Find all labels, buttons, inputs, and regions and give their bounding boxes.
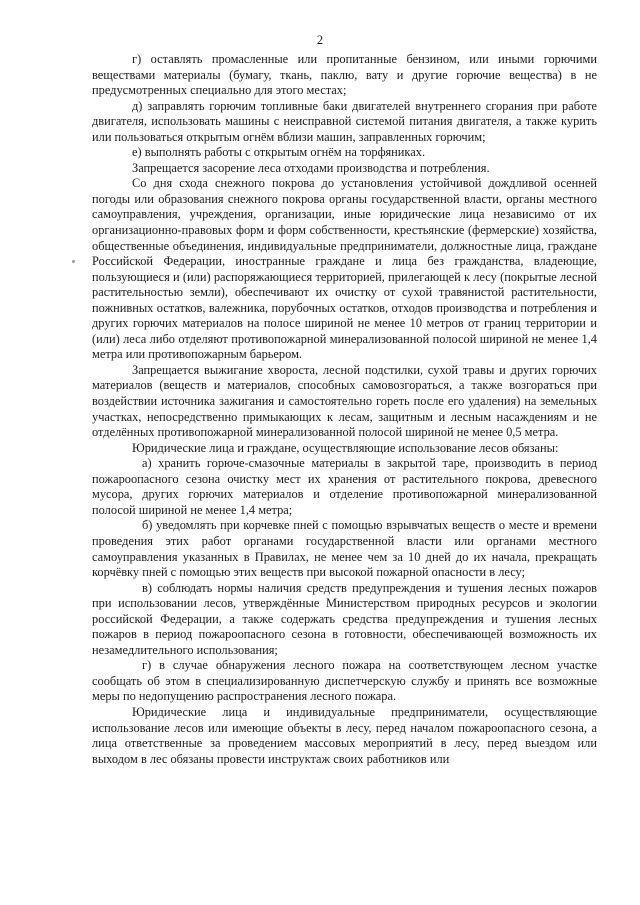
paragraph-g-report-fire: г) в случае обнаружения лесного пожара на соответствующем лесном участке сообщать об этом в специализированную диспетчерскую службу и принять все возможные меры по недопущению распространения лесного пожара. (92, 658, 597, 704)
paragraph-burning-ban: Запрещается выжигание хвороста, лесной подстилки, сухой травы и других горючих материалов (веществ и материалов, способных самовозгораться, а также возгораться при воздействии источника зажигания и самостоятельно гореть после его удаления) на земельных участках, непосредственно примыкающих к лесам, защитным и лесным насаждениям и не отделённых противопожарной минерализованной полосой шириной не менее 0,5 метра. (92, 362, 597, 440)
paragraph-v-norms: в) соблюдать нормы наличия средств предупреждения и тушения лесных пожаров при использовании лесов, утверждённые Министерством природных ресурсов и экологии российской Федерации, а также содержать средства предупреждения и тушения лесных пожаров в период пожароопасного сезона в готовности, обеспечивающей возможность их незамедлительного использования; (92, 580, 597, 657)
paragraph-obligations-intro: Юридические лица и граждане, осуществляющие использование лесов обязаны: (132, 440, 559, 455)
paragraph-e-peat: е) выполнять работы с открытым огнём на торфяниках. (132, 145, 426, 160)
paragraph-d-refuel: д) заправлять горючим топливные баки двигателей внутреннего сгорания при работе двигателя, использовать машины с неисправной системой питания двигателя, а также курить или пользоваться открытым огнём вблизи машин, заправленных горючим; (92, 98, 597, 144)
paragraph-g-oily-materials: г) оставлять промасленные или пропитанные бензином, или иными горючими веществами материалы (бумагу, ткань, паклю, вату и другие горючие вещества) в не предусмотренных специально для этого местах; (92, 52, 597, 98)
document-body (92, 52, 597, 767)
paragraph-a-store-fuel: а) хранить горюче-смазочные материалы в закрытой таре, производить в период пожароопасного сезона очистку мест их хранения от растительного покрова, древесного мусора, других горючих материалов и отделение противопожарной минерализованной полосой шириной не менее 1,4 метра; (92, 456, 597, 517)
paragraph-snow-period: Со дня схода снежного покрова до установления устойчивой дождливой осенней погоды или образования снежного покрова органы государственной власти, органы местного самоуправления, учреждения, организации, иные юридические лица независимо от их организационно-правовых форм и форм собственности, крестьянские (фермерские) хозяйства, общественные объединения, индивидуальные предприниматели, должностные лица, граждане Российской Федерации, иностранные граждане и лица без гражданства, владеющие, пользующиеся и (или) распоряжающиеся территорией, прилегающей к лесу (покрытые лесной растительностью земли), обеспечивают их очистку от сухой травянистой растительности, пожнивных остатков, валежника, порубочных остатков, отходов производства и потребления и других горючих материалов на полосе шириной не менее 10 метров от границ территории и (или) леса либо отделяют противопожарной минерализованной полосой шириной не менее 1,4 метра или противопожарным барьером. (92, 176, 597, 362)
paragraph-waste-ban: Запрещается засорение леса отходами производства и потребления. (132, 160, 490, 175)
scan-mark (72, 260, 75, 263)
paragraph-b-notify-stumps: б) уведомлять при корчевке пней с помощью взрывчатых веществ о месте и времени проведения этих работ органами государственной власти или органами местного самоуправления указанных в Правилах, не менее чем за 10 дней до их начала, прекращать корчёвку пней с помощью этих веществ при высокой пожарной опасности в лесу; (92, 518, 597, 580)
page-number: 2 (316, 33, 324, 47)
paragraph-instruction: Юридические лица и индивидуальные предприниматели, осуществляющие использование лесов или имеющие объекты в лесу, перед началом пожароопасного сезона, а лица ответственные за проведением массовых мероприятий в лесу, перед выездом или выходом в лес обязаны провести инструктаж своих работников или (92, 704, 597, 766)
